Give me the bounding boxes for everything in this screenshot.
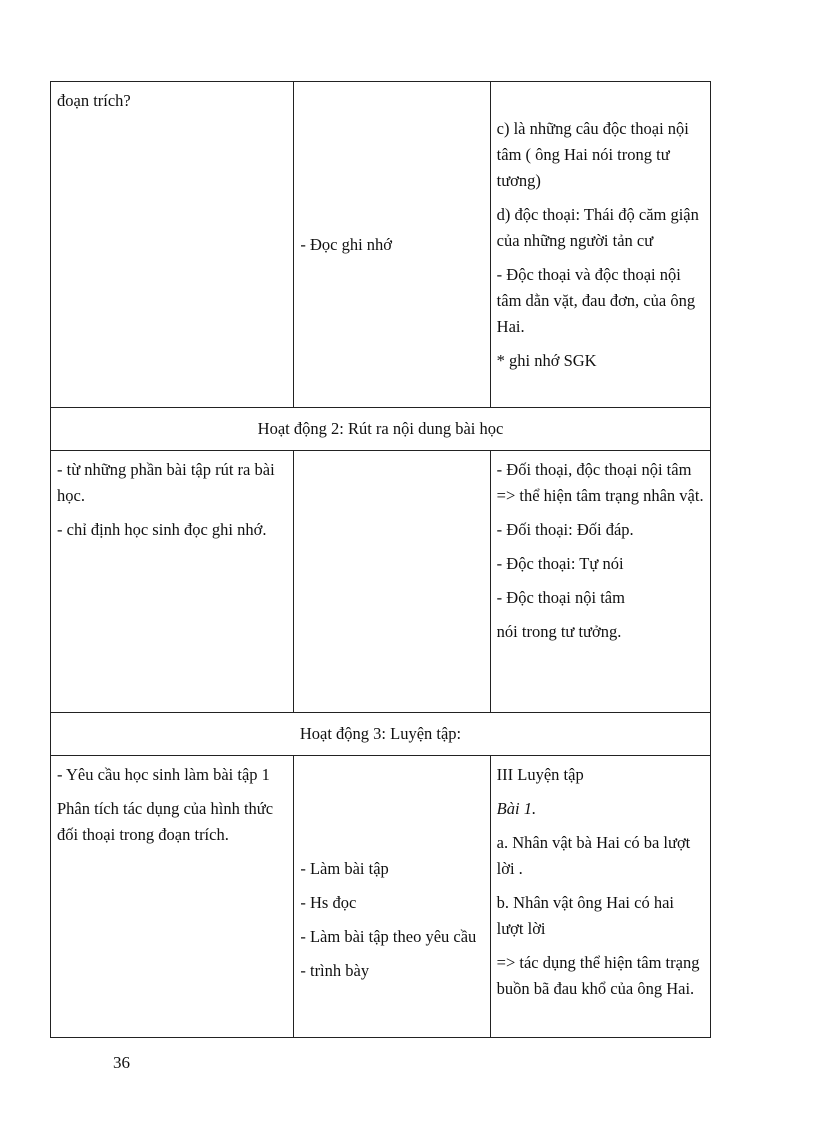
cell-text: - từ những phần bài tập rút ra bài học. (57, 460, 275, 505)
cell-text: a. Nhân vật bà Hai có ba lượt lời . (496, 833, 691, 878)
cell-text: - chỉ định học sinh đọc ghi nhớ. (57, 520, 267, 539)
cell-text: - Làm bài tập theo yêu cầu (300, 927, 477, 946)
table-row (51, 756, 711, 1038)
cell-text: đoạn trích? (57, 91, 131, 110)
content-cell (490, 82, 710, 408)
cell-text: - trình bày (300, 961, 370, 980)
section-header: Hoạt động 2: Rút ra nội dung bài học (51, 408, 711, 451)
teacher-activity-cell (51, 756, 294, 1038)
cell-text: - Đối thoại, độc thoại nội tâm => thể hiện tâm trạng nhân vật. (496, 460, 704, 505)
section-header-row (51, 408, 711, 451)
teacher-activity-cell (51, 82, 294, 408)
student-activity-cell (294, 756, 490, 1038)
cell-text: d) độc thoại: Thái độ căm giận của những người tản cư (496, 205, 699, 250)
student-activity-cell (294, 451, 490, 713)
table-row (51, 82, 711, 408)
cell-text: - Độc thoại nội tâm (496, 588, 625, 607)
lesson-plan-table (50, 81, 711, 1038)
cell-text: - Yêu cầu học sinh làm bài tập 1 (57, 765, 270, 784)
cell-text: => tác dụng thể hiện tâm trạng buồn bã đau khổ của ông Hai. (496, 953, 700, 998)
cell-text: b. Nhân vật ông Hai có hai lượt lời (496, 893, 674, 938)
content-cell (490, 451, 710, 713)
table-row (51, 451, 711, 713)
content-cell (490, 756, 710, 1038)
section-heading: III Luyện tập (496, 765, 584, 784)
cell-text: * ghi nhớ SGK (496, 351, 597, 370)
cell-text: - Làm bài tập (300, 859, 389, 878)
page-number: 36 (113, 1053, 130, 1072)
student-activity-cell (294, 82, 490, 408)
cell-text: - Đối thoại: Đối đáp. (496, 520, 634, 539)
cell-text: c) là những câu độc thoại nội tâm ( ông Hai nói trong tư tương) (496, 119, 689, 190)
cell-text: - Độc thoại và độc thoại nội tâm dằn vặt, đau đơn, của ông Hai. (496, 265, 696, 336)
exercise-label: Bài 1. (496, 799, 537, 818)
cell-text: - Độc thoại: Tự nói (496, 554, 624, 573)
teacher-activity-cell (51, 451, 294, 713)
section-header: Hoạt động 3: Luyện tập: (51, 713, 711, 756)
section-header-row (51, 713, 711, 756)
cell-text: - Đọc ghi nhớ (300, 234, 393, 254)
cell-text: Phân tích tác dụng của hình thức đối thoại trong đoạn trích. (57, 799, 274, 844)
cell-text: nói trong tư tưởng. (496, 622, 622, 641)
cell-text: - Hs đọc (300, 893, 357, 912)
